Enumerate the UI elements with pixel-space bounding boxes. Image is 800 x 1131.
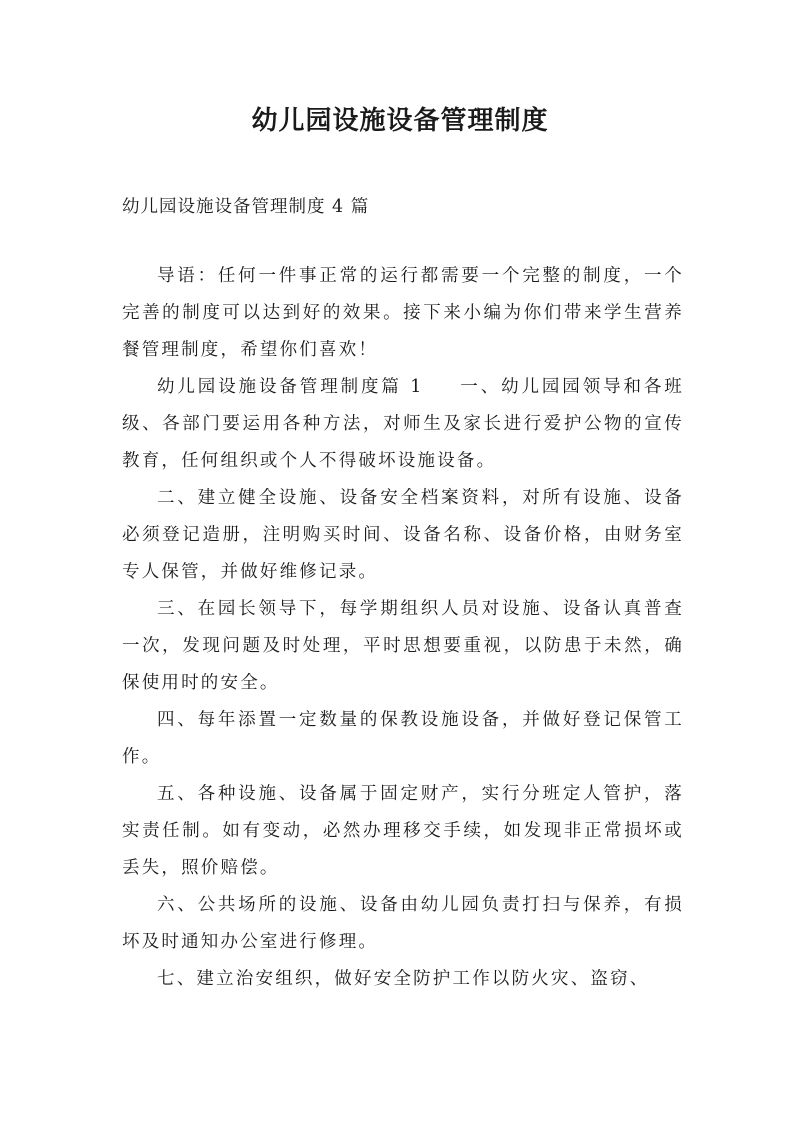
intro-paragraph: 导语：任何一件事正常的运行都需要一个完整的制度，一个完善的制度可以达到好的效果。接下来小编为你们带来学生营养餐管理制度，希望你们喜欢！ xyxy=(122,266,684,360)
document-subtitle: 幼儿园设施设备管理制度 4 篇 xyxy=(122,197,370,217)
document-body xyxy=(122,258,684,998)
section-heading: 幼儿园设施设备管理制度篇 1 xyxy=(157,377,424,397)
document-title: 幼儿园设施设备管理制度 xyxy=(251,106,549,136)
clause-2: 二、建立健全设施、设备安全档案资料，对所有设施、设备必须登记造册，注明购买时间、设备名称、设备价格，由财务室专人保管，并做好维修记录。 xyxy=(122,488,684,582)
clause-5: 五、各种设施、设备属于固定财产，实行分班定人管护，落实责任制。如有变动，必然办理移交手续，如发现非正常损坏或丢失，照价赔偿。 xyxy=(122,784,684,878)
clause-4: 四、每年添置一定数量的保教设施设备，并做好登记保管工作。 xyxy=(122,710,684,767)
clause-1: 一、幼儿园园领导和各班级、各部门要运用各种方法，对师生及家长进行爱护公物的宣传教育，任何组织或个人不得破坏设施设备。 xyxy=(122,377,685,471)
clause-6: 六、公共场所的设施、设备由幼儿园负责打扫与保养，有损坏及时通知办公室进行修理。 xyxy=(122,895,684,952)
section-1-paragraph xyxy=(122,369,684,480)
clause-7: 七、建立治安组织，做好安全防护工作以防火灾、盗窃、 xyxy=(157,969,650,989)
clause-3: 三、在园长领导下，每学期组织人员对设施、设备认真普查一次，发现问题及时处理，平时思想要重视，以防患于未然，确保使用时的安全。 xyxy=(122,599,684,693)
